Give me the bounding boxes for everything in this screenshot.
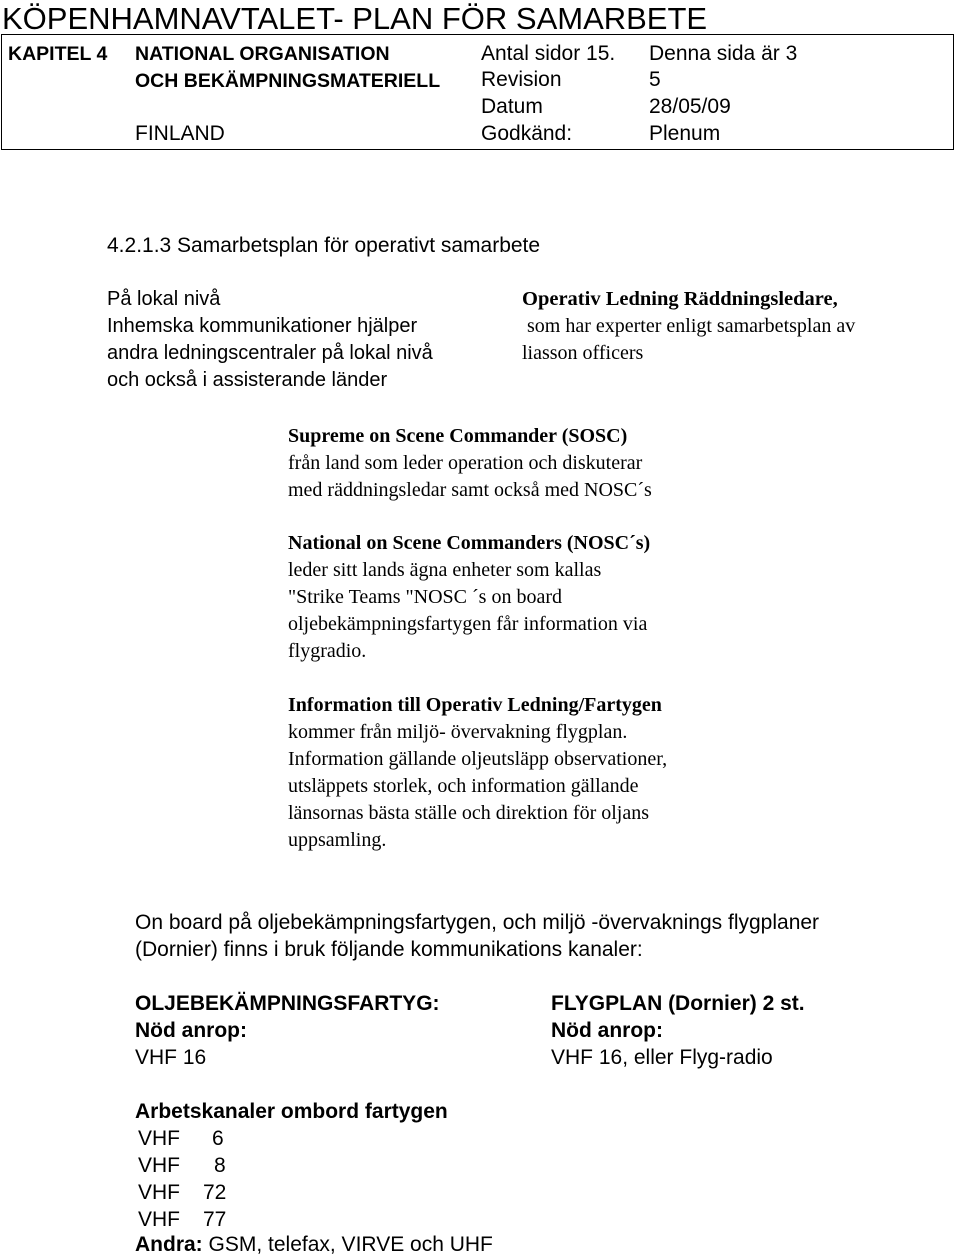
header-page-label: Denna sida är 3: [649, 42, 798, 65]
info-heading: Information till Operativ Ledning/Fartygen: [288, 694, 662, 716]
nosc-line: leder sitt lands ägna enheter som kallas: [288, 559, 602, 581]
local-line: och också i assisterande länder: [107, 369, 388, 391]
local-heading: På lokal nivå: [107, 288, 221, 310]
onboard-line: (Dornier) finns i bruk följande kommunikations kanaler:: [135, 938, 643, 961]
channel-number: 77: [203, 1208, 227, 1231]
header-pages-label: Antal sidor 15.: [481, 42, 616, 65]
other-label: Andra:: [135, 1233, 203, 1256]
header-org-line1: NATIONAL ORGANISATION: [135, 43, 390, 65]
operative-line: som har experter enligt samarbetsplan av: [527, 315, 856, 337]
aircraft-heading: FLYGPLAN (Dornier) 2 st.: [551, 992, 805, 1015]
sosc-line: från land som leder operation och diskuterar: [288, 452, 643, 474]
nosc-line: oljebekämpningsfartygen får information via: [288, 613, 648, 635]
info-line: kommer från miljö- övervakning flygplan.: [288, 721, 628, 743]
channel-number: 72: [203, 1181, 227, 1204]
header-org-line2: OCH BEKÄMPNINGSMATERIELL: [135, 70, 441, 92]
info-line: Information gällande oljeutsläpp observationer,: [288, 748, 668, 770]
header-approved-value: Plenum: [649, 122, 721, 145]
aircraft-emergency-value: VHF 16, eller Flyg-radio: [551, 1046, 773, 1069]
header-chapter: KAPITEL 4: [8, 43, 108, 65]
header-approved-label: Godkänd:: [481, 122, 573, 145]
work-channels-heading: Arbetskanaler ombord fartygen: [135, 1100, 448, 1123]
other-value: GSM, telefax, VIRVE och UHF: [208, 1233, 493, 1256]
sosc-heading: Supreme on Scene Commander (SOSC): [288, 425, 628, 447]
nosc-heading: National on Scene Commanders (NOSC´s): [288, 532, 651, 554]
info-line: länsornas bästa ställe och direktion för oljans: [288, 802, 650, 824]
channel-band: VHF: [138, 1208, 180, 1231]
nosc-line: "Strike Teams "NOSC ´s on board: [288, 586, 562, 608]
local-line: Inhemska kommunikationer hjälper: [107, 315, 418, 337]
channel-band: VHF: [138, 1154, 180, 1177]
info-line: uppsamling.: [288, 829, 387, 851]
nosc-line: flygradio.: [288, 640, 367, 662]
operative-heading: Operativ Ledning Räddningsledare,: [522, 288, 838, 310]
other-line: [135, 1233, 493, 1257]
header-date-value: 28/05/09: [649, 95, 731, 118]
local-line: andra ledningscentraler på lokal nivå: [107, 342, 433, 364]
channel-number: 8: [214, 1154, 226, 1177]
aircraft-emergency-label: Nöd anrop:: [551, 1019, 663, 1042]
header-date-label: Datum: [481, 95, 543, 118]
channel-band: VHF: [138, 1181, 180, 1204]
section-heading: 4.2.1.3 Samarbetsplan för operativt samarbete: [107, 234, 541, 257]
page-title: KÖPENHAMNAVTALET- PLAN FÖR SAMARBETE: [2, 1, 708, 36]
vessel-emergency-value: VHF 16: [135, 1046, 207, 1069]
channel-number: 6: [212, 1127, 224, 1150]
operative-line: liasson officers: [522, 342, 644, 364]
info-line: utsläppets storlek, och information gällande: [288, 775, 639, 797]
header-country: FINLAND: [135, 122, 225, 145]
onboard-line: On board på oljebekämpningsfartygen, och miljö -övervaknings flygplaner: [135, 911, 820, 934]
header-revision-value: 5: [649, 68, 661, 91]
sosc-line: med räddningsledar samt också med NOSC´s: [288, 479, 652, 501]
channel-band: VHF: [138, 1127, 180, 1150]
header-revision-label: Revision: [481, 68, 562, 91]
vessel-emergency-label: Nöd anrop:: [135, 1019, 247, 1042]
vessel-heading: OLJEBEKÄMPNINGSFARTYG:: [135, 992, 440, 1015]
